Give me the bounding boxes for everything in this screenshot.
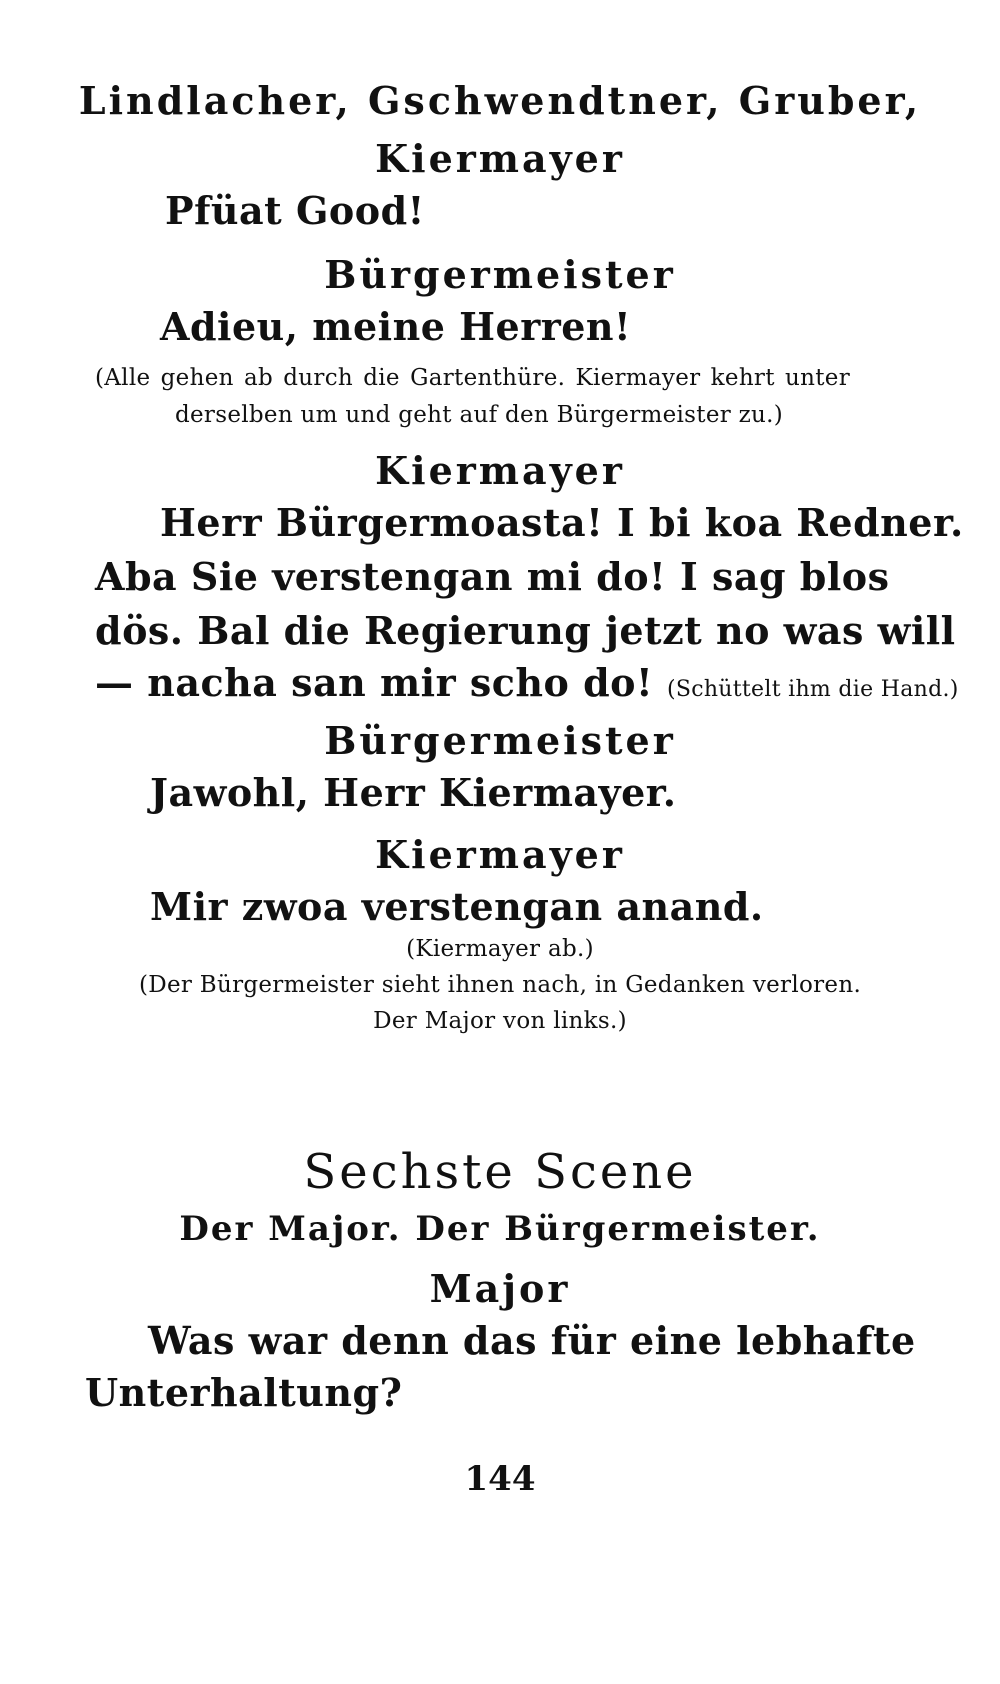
dialogue-line: Was war denn das für eine lebhafte (148, 1318, 916, 1363)
stage-direction: (Kiermayer ab.) (406, 936, 594, 962)
inline-stage-direction: (Schüttelt ihm die Hand.) (666, 677, 959, 702)
stage-direction: Der Major von links.) (373, 1008, 627, 1034)
speaker-heading-kiermayer: Kiermayer (375, 448, 625, 493)
dialogue-line: Unterhaltung? (85, 1370, 403, 1415)
scene-cast: Der Major. Der Bürgermeister. (179, 1209, 821, 1249)
dialogue-line: Mir zwoa verstengan anand. (150, 884, 764, 929)
speaker-heading-buergermeister: Bürgermeister (324, 718, 676, 763)
dialogue-line: Pfüat Good! (165, 188, 425, 233)
speaker-heading-kiermayer: Kiermayer (375, 136, 625, 181)
scene-heading: Sechste Scene (303, 1144, 697, 1200)
dialogue-text: — nacha san mir scho do! (95, 660, 654, 705)
speaker-heading-buergermeister: Bürgermeister (324, 252, 676, 297)
dialogue-line: Adieu, meine Herren! (160, 304, 632, 349)
stage-direction: (Alle gehen ab durch die Gartenthüre. Kiermayer kehrt unter (95, 365, 850, 391)
stage-direction: (Der Bürgermeister sieht ihnen nach, in Gedanken verloren. (138, 972, 862, 998)
dialogue-line: dös. Bal die Regierung jetzt no was will (95, 608, 956, 653)
speaker-group-heading: Lindlacher, Gschwendtner, Gruber, (78, 78, 922, 123)
dialogue-line: Jawohl, Herr Kiermayer. (150, 770, 677, 815)
speaker-heading-kiermayer: Kiermayer (375, 832, 625, 877)
page-number: 144 (464, 1459, 536, 1499)
dialogue-line: Herr Bürgermoasta! I bi koa Redner. (160, 500, 964, 545)
stage-direction: derselben um und geht auf den Bürgermeister zu.) (175, 402, 784, 428)
dialogue-line: Aba Sie verstengan mi do! I sag blos (95, 554, 890, 599)
dialogue-line (95, 660, 959, 705)
speaker-heading-major: Major (429, 1266, 571, 1311)
